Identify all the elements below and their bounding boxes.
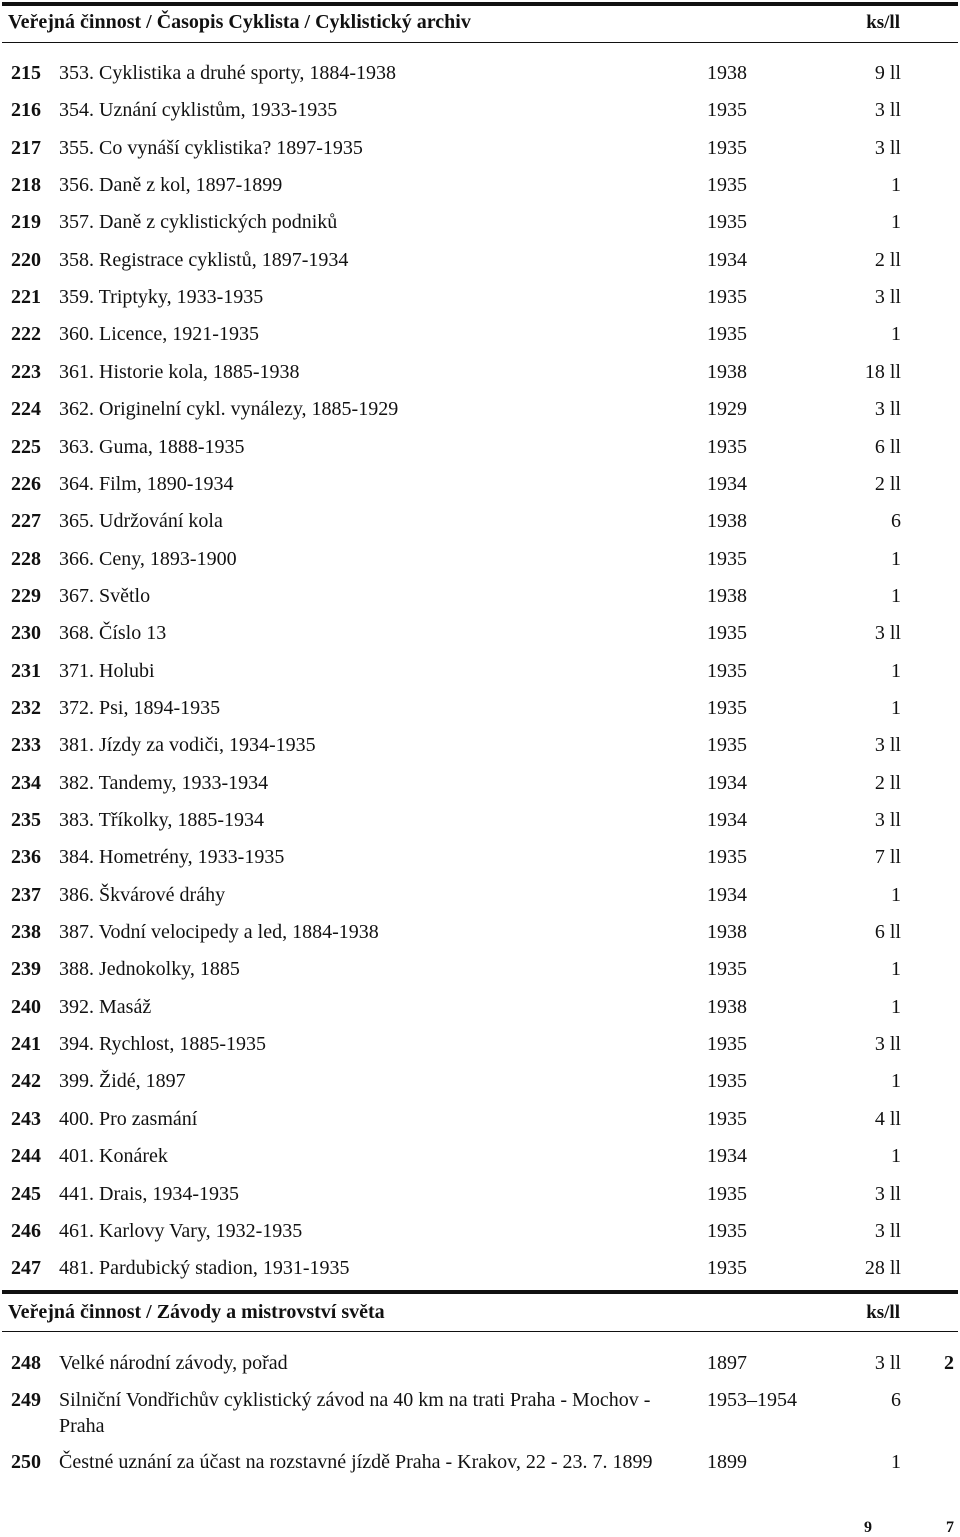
item-year: 1935 — [707, 958, 747, 981]
table-row — [0, 137, 960, 173]
item-year: 1935 — [707, 1257, 747, 1280]
table-row — [0, 1183, 960, 1219]
item-title: 394. Rychlost, 1885-1935 — [59, 1033, 266, 1056]
item-year: 1935 — [707, 622, 747, 645]
item-title: 353. Cyklistika a druhé sporty, 1884-1938 — [59, 62, 397, 84]
item-number: 223 — [11, 360, 41, 383]
table-row — [0, 1220, 960, 1256]
footer-right-number: 7 — [946, 1519, 954, 1536]
table-row — [0, 772, 960, 808]
item-title: Čestné uznání za účast na rozstavné jízdě Praha - Krakov, 22 - 23. 7. 1899 — [59, 1451, 653, 1473]
item-count: 28 ll — [864, 1257, 901, 1280]
item-year: 1938 — [707, 62, 747, 84]
item-year: 1899 — [707, 1451, 747, 1473]
item-count: 1 — [891, 1145, 901, 1168]
table-row — [0, 1070, 960, 1106]
item-title: Velké národní závody, pořad — [59, 1352, 288, 1374]
item-count: 3 ll — [874, 99, 901, 122]
item-year: 1934 — [707, 248, 747, 271]
section2-title: Veřejná činnost / Závody a mistrovství světa — [8, 1301, 385, 1323]
table-row — [0, 473, 960, 509]
item-title: 400. Pro zasmání — [59, 1107, 198, 1130]
section2-unit-header: ks/ll — [866, 1302, 900, 1323]
item-number: 241 — [11, 1033, 41, 1056]
table-row — [0, 510, 960, 546]
table-row — [0, 660, 960, 696]
item-title: 383. Tříkolky, 1885-1934 — [59, 809, 264, 831]
item-count: 18 ll — [864, 360, 901, 383]
item-number: 248 — [11, 1352, 41, 1374]
item-count: 3 ll — [874, 1033, 901, 1056]
item-number: 242 — [11, 1070, 41, 1093]
item-count: 3 ll — [874, 1352, 901, 1374]
item-number: 220 — [11, 248, 41, 271]
item-number: 238 — [11, 921, 41, 944]
item-number: 234 — [11, 771, 41, 794]
item-number: 233 — [11, 734, 41, 757]
item-count: 1 — [891, 1451, 901, 1473]
item-count: 1 — [891, 958, 901, 981]
item-title: 361. Historie kola, 1885-1938 — [59, 360, 300, 383]
table-row — [0, 361, 960, 397]
item-year: 1935 — [707, 211, 747, 234]
item-count: 1 — [891, 883, 901, 906]
item-title: 358. Registrace cyklistů, 1897-1934 — [59, 248, 349, 271]
item-count: 4 ll — [874, 1107, 901, 1130]
item-count: 2 ll — [874, 472, 901, 495]
item-count: 7 ll — [874, 846, 901, 869]
item-title: 360. Licence, 1921-1935 — [59, 323, 259, 346]
item-year: 1934 — [707, 883, 747, 906]
table-row — [0, 1108, 960, 1144]
table-row — [0, 436, 960, 472]
item-number: 215 — [11, 62, 41, 84]
item-number: 216 — [11, 99, 41, 122]
item-number: 244 — [11, 1145, 41, 1168]
table-row — [0, 846, 960, 882]
item-count: 1 — [891, 174, 901, 197]
item-year: 1953–1954 — [707, 1389, 797, 1411]
item-title: 356. Daně z kol, 1897-1899 — [59, 174, 283, 197]
item-title: 367. Světlo — [59, 584, 151, 607]
table-row — [0, 1033, 960, 1069]
item-title: 384. Hometrény, 1933-1935 — [59, 846, 285, 869]
item-title: 387. Vodní velocipedy a led, 1884-1938 — [59, 921, 379, 944]
item-year: 1935 — [707, 435, 747, 458]
item-year: 1935 — [707, 136, 747, 159]
item-number: 229 — [11, 584, 41, 607]
item-title: 399. Židé, 1897 — [59, 1070, 186, 1093]
item-count: 1 — [891, 547, 901, 570]
item-title: 401. Konárek — [59, 1145, 168, 1168]
item-count: 1 — [891, 1070, 901, 1093]
item-title: 363. Guma, 1888-1935 — [59, 435, 245, 458]
table-row — [0, 734, 960, 770]
item-year: 1935 — [707, 1107, 747, 1130]
item-title: 366. Ceny, 1893-1900 — [59, 547, 237, 570]
item-title: 481. Pardubický stadion, 1931-1935 — [59, 1257, 350, 1280]
item-number: 250 — [11, 1451, 41, 1473]
item-number: 240 — [11, 995, 41, 1018]
item-year: 1935 — [707, 696, 747, 719]
item-count: 6 ll — [874, 435, 901, 458]
item-title: 359. Triptyky, 1933-1935 — [59, 286, 264, 309]
item-year: 1935 — [707, 1219, 747, 1242]
table-row — [0, 249, 960, 285]
table-row — [0, 884, 960, 920]
item-number: 232 — [11, 696, 41, 719]
item-title: 388. Jednokolky, 1885 — [59, 958, 240, 981]
item-count: 3 ll — [874, 1182, 901, 1205]
item-year: 1934 — [707, 1145, 747, 1168]
item-number: 227 — [11, 510, 41, 533]
table-row — [0, 323, 960, 359]
item-number: 224 — [11, 398, 41, 421]
table-row — [0, 809, 960, 845]
item-year: 1938 — [707, 995, 747, 1018]
item-extra: 2 — [944, 1352, 954, 1374]
item-year: 1897 — [707, 1352, 747, 1374]
item-year: 1929 — [707, 398, 747, 421]
item-number: 235 — [11, 809, 41, 831]
item-year: 1935 — [707, 323, 747, 346]
table-row — [0, 958, 960, 994]
item-count: 1 — [891, 323, 901, 346]
item-number: 239 — [11, 958, 41, 981]
table-row — [0, 622, 960, 658]
table-row — [0, 585, 960, 621]
section1-unit-header: ks/ll — [866, 12, 900, 33]
item-number: 245 — [11, 1182, 41, 1205]
item-count: 3 ll — [874, 734, 901, 757]
item-number: 225 — [11, 435, 41, 458]
table-row — [0, 398, 960, 434]
item-count: 3 ll — [874, 622, 901, 645]
item-number: 247 — [11, 1257, 41, 1280]
item-number: 237 — [11, 883, 41, 906]
item-title: Silniční Vondřichův cyklistický závod na 40 km na trati Praha - Mochov - Praha — [59, 1389, 651, 1437]
item-number: 230 — [11, 622, 41, 645]
item-title: 355. Co vynáší cyklistika? 1897-1935 — [59, 136, 363, 159]
section2-bottom-rule — [2, 1331, 958, 1332]
item-title: 382. Tandemy, 1933-1934 — [59, 771, 269, 794]
item-number: 219 — [11, 211, 41, 234]
table-row — [0, 996, 960, 1032]
item-year: 1938 — [707, 921, 747, 944]
item-title: 368. Číslo 13 — [59, 622, 167, 645]
item-title: 365. Udržování kola — [59, 510, 223, 533]
item-count: 3 ll — [874, 286, 901, 309]
item-title: 362. Originelní cykl. vynálezy, 1885-1929 — [59, 398, 399, 421]
item-count: 1 — [891, 995, 901, 1018]
table-row — [0, 1257, 960, 1293]
item-title: 364. Film, 1890-1934 — [59, 472, 234, 495]
table-row — [0, 174, 960, 210]
item-title: 386. Škvárové dráhy — [59, 883, 226, 906]
item-year: 1938 — [707, 584, 747, 607]
section1-bottom-rule — [2, 42, 958, 43]
item-title: 441. Drais, 1934-1935 — [59, 1182, 239, 1205]
item-count: 3 ll — [874, 136, 901, 159]
item-number: 236 — [11, 846, 41, 869]
table-row — [0, 1145, 960, 1181]
section1-title: Veřejná činnost / Časopis Cyklista / Cyklistický archiv — [8, 11, 471, 33]
item-number: 228 — [11, 547, 41, 570]
item-count: 1 — [891, 696, 901, 719]
item-number: 231 — [11, 659, 41, 682]
table-row — [0, 62, 960, 98]
table-row — [0, 286, 960, 322]
item-year: 1935 — [707, 1070, 747, 1093]
item-number: 243 — [11, 1107, 41, 1130]
item-count: 1 — [891, 211, 901, 234]
item-count: 1 — [891, 659, 901, 682]
item-year: 1935 — [707, 174, 747, 197]
item-year: 1935 — [707, 846, 747, 869]
item-count: 6 — [891, 510, 901, 533]
table-row — [0, 921, 960, 957]
table-row — [0, 211, 960, 247]
item-number: 222 — [11, 323, 41, 346]
item-count: 9 ll — [874, 62, 901, 84]
table-row — [0, 99, 960, 135]
item-year: 1935 — [707, 1182, 747, 1205]
table-row — [0, 548, 960, 584]
item-title: 357. Daně z cyklistických podniků — [59, 211, 338, 234]
item-number: 249 — [11, 1389, 41, 1411]
footer-left-number: 9 — [864, 1519, 872, 1536]
item-year: 1935 — [707, 547, 747, 570]
section2-top-rule — [2, 1290, 958, 1294]
item-year: 1934 — [707, 771, 747, 794]
item-year: 1935 — [707, 734, 747, 757]
item-count: 6 ll — [874, 921, 901, 944]
item-count: 1 — [891, 584, 901, 607]
item-number: 221 — [11, 286, 41, 309]
item-count: 3 ll — [874, 1219, 901, 1242]
item-year: 1935 — [707, 1033, 747, 1056]
item-year: 1934 — [707, 809, 747, 831]
item-title: 372. Psi, 1894-1935 — [59, 696, 221, 719]
item-year: 1935 — [707, 99, 747, 122]
item-year: 1934 — [707, 472, 747, 495]
section1-top-rule — [2, 2, 958, 6]
item-number: 246 — [11, 1219, 41, 1242]
item-title: 392. Masáž — [59, 995, 152, 1018]
item-number: 226 — [11, 472, 41, 495]
item-year: 1935 — [707, 659, 747, 682]
item-count: 2 ll — [874, 771, 901, 794]
item-count: 3 ll — [874, 398, 901, 421]
item-count: 2 ll — [874, 248, 901, 271]
item-title: 381. Jízdy za vodiči, 1934-1935 — [59, 734, 316, 757]
item-year: 1935 — [707, 286, 747, 309]
item-number: 218 — [11, 174, 41, 197]
item-year: 1938 — [707, 510, 747, 533]
item-number: 217 — [11, 136, 41, 159]
table-row — [0, 697, 960, 733]
item-count: 3 ll — [874, 809, 901, 831]
item-title: 371. Holubi — [59, 659, 155, 682]
item-title: 461. Karlovy Vary, 1932-1935 — [59, 1219, 303, 1242]
item-year: 1938 — [707, 360, 747, 383]
item-title: 354. Uznání cyklistům, 1933-1935 — [59, 99, 338, 122]
item-count: 6 — [891, 1389, 901, 1411]
